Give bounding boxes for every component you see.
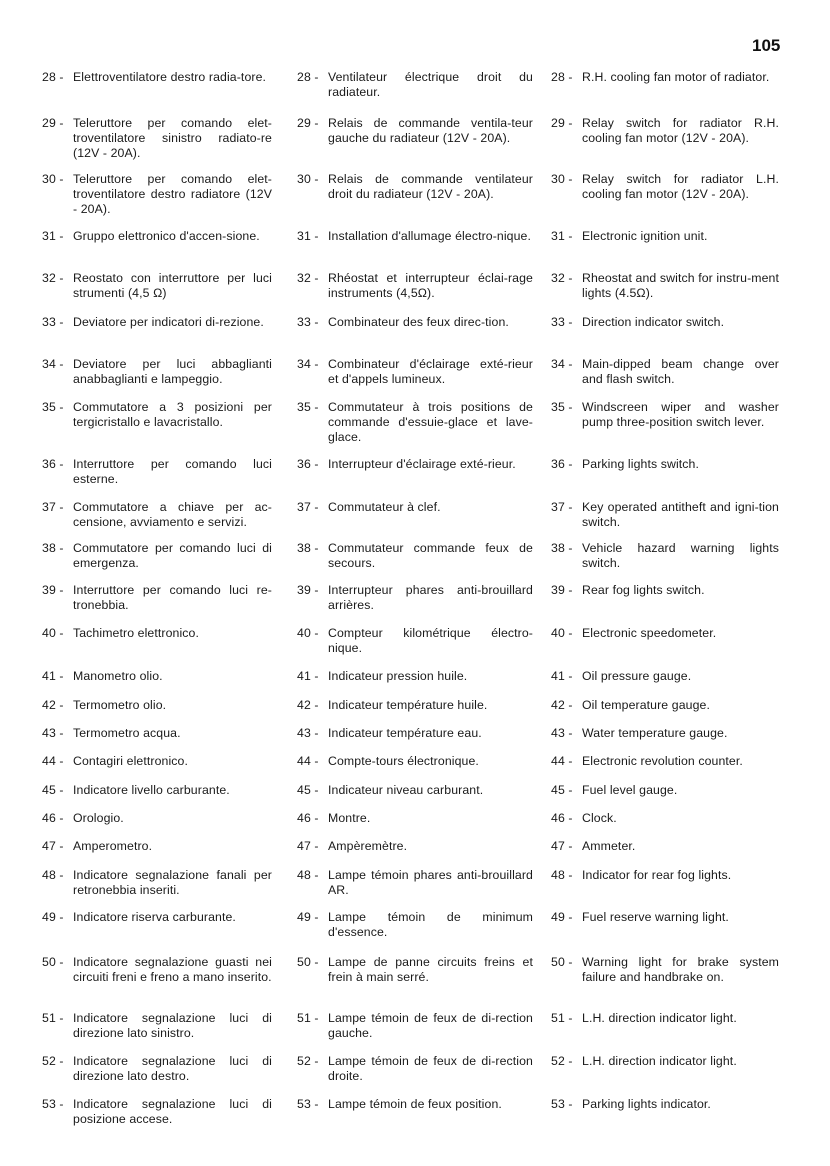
item-number: 49 - [42,910,64,924]
item-number: 46 - [297,811,319,825]
item-text: Combinateur des feux direc-tion. [328,315,509,329]
item-text: Interrupteur d'éclairage exté-rieur. [328,457,516,471]
list-item [551,172,779,202]
list-item [42,172,272,217]
item-text: Indicator for rear fog lights. [582,868,732,882]
item-number: 47 - [42,839,64,853]
item-number: 40 - [297,626,319,640]
item-number: 39 - [42,583,64,597]
list-item [297,400,533,445]
item-number: 49 - [551,910,573,924]
list-item [551,1097,779,1112]
item-number: 53 - [551,1097,573,1111]
list-item [42,400,272,430]
item-text: Indicateur température eau. [328,726,482,740]
item-text: Termometro acqua. [73,726,181,740]
item-text: Relais de commande ventila-teur gauche du radiateur (12V - 20A). [328,116,533,145]
list-item [42,1054,272,1084]
list-item [551,754,779,769]
list-item [551,868,779,883]
item-number: 37 - [297,500,319,514]
item-number: 34 - [42,357,64,371]
item-number: 51 - [297,1011,319,1025]
item-number: 45 - [297,783,319,797]
list-item [551,70,779,85]
list-item [551,229,779,244]
list-item [297,229,533,244]
item-text: Elettroventilatore destro radia-tore. [73,70,267,84]
item-text: Indicateur niveau carburant. [328,783,484,797]
list-item [297,172,533,202]
item-number: 42 - [297,698,319,712]
item-number: 36 - [297,457,319,471]
item-text: Teleruttore per comando elet-troventilatore sinistro radiato-re (12V - 20A). [73,116,272,160]
item-number: 32 - [42,271,64,285]
list-item [551,500,779,530]
item-text: Indicatore riserva carburante. [73,910,236,924]
list-item [297,698,533,713]
item-number: 44 - [42,754,64,768]
item-text: Amperometro. [73,839,153,853]
list-item [42,626,272,641]
list-item [551,357,779,387]
item-number: 34 - [551,357,573,371]
item-text: Indicateur pression huile. [328,669,468,683]
list-item [42,229,272,244]
item-number: 34 - [297,357,319,371]
item-number: 51 - [42,1011,64,1025]
item-number: 38 - [42,541,64,555]
item-text: Tachimetro elettronico. [73,626,200,640]
list-item [297,783,533,798]
item-number: 38 - [551,541,573,555]
list-item [297,271,533,301]
list-item [297,669,533,684]
list-item [42,70,272,85]
item-number: 29 - [297,116,319,130]
item-number: 52 - [42,1054,64,1068]
list-item [551,955,779,985]
list-item [42,910,272,925]
list-item [42,839,272,854]
item-text: Interruttore per comando luci esterne. [73,457,272,486]
list-item [297,626,533,656]
item-text: Vehicle hazard warning lights switch. [582,541,779,570]
item-number: 28 - [297,70,319,84]
item-number: 47 - [297,839,319,853]
item-number: 39 - [297,583,319,597]
item-text: Compteur kilométrique électro-nique. [328,626,533,655]
item-text: Lampe témoin de feux de di-rection droite. [328,1054,533,1083]
item-text: Oil temperature gauge. [582,698,710,712]
item-number: 49 - [297,910,319,924]
item-text: Lampe témoin de minimum d'essence. [328,910,533,939]
list-item [297,910,533,940]
item-number: 39 - [551,583,573,597]
item-number: 48 - [42,868,64,882]
list-item [551,726,779,741]
item-number: 50 - [551,955,573,969]
item-text: Installation d'allumage électro-nique. [328,229,532,243]
list-item [551,910,779,925]
item-text: Manometro olio. [73,669,163,683]
item-text: Lampe témoin de feux de di-rection gauche. [328,1011,533,1040]
item-text: Deviatore per luci abbaglianti anabbaglianti e lampeggio. [73,357,272,386]
item-number: 40 - [42,626,64,640]
item-text: Relay switch for radiator R.H. cooling fan motor (12V - 20A). [582,116,779,145]
item-number: 30 - [551,172,573,186]
item-text: Interruttore per comando luci re-tronebbia. [73,583,272,612]
item-text: Indicatore segnalazione guasti nei circuiti freni e freno a mano inserito. [73,955,272,984]
item-number: 51 - [551,1011,573,1025]
item-text: Relay switch for radiator L.H. cooling fan motor (12V - 20A). [582,172,779,201]
item-text: Key operated antitheft and igni-tion switch. [582,500,779,529]
list-item [551,839,779,854]
item-number: 33 - [42,315,64,329]
item-text: Gruppo elettronico d'accen-sione. [73,229,260,243]
list-item [42,500,272,530]
item-number: 33 - [551,315,573,329]
item-number: 32 - [551,271,573,285]
item-text: Relais de commande ventilateur droit du radiateur (12V - 20A). [328,172,533,201]
list-item [297,116,533,146]
item-text: Commutateur commande feux de secours. [328,541,533,570]
list-item [42,698,272,713]
item-text: Interrupteur phares anti-brouillard arrières. [328,583,533,612]
list-item [297,754,533,769]
list-item [297,1011,533,1041]
item-text: Commutateur à clef. [328,500,441,514]
item-text: Termometro olio. [73,698,167,712]
item-number: 35 - [297,400,319,414]
item-text: Indicatore segnalazione luci di posizione accese. [73,1097,272,1126]
list-item [42,669,272,684]
item-text: Lampe témoin de feux position. [328,1097,502,1111]
list-item [42,783,272,798]
item-text: Indicatore livello carburante. [73,783,230,797]
list-item [551,811,779,826]
list-item [551,116,779,146]
list-item [551,783,779,798]
item-number: 40 - [551,626,573,640]
item-number: 41 - [297,669,319,683]
item-number: 42 - [42,698,64,712]
list-item [551,698,779,713]
item-text: L.H. direction indicator light. [582,1011,737,1025]
item-text: L.H. direction indicator light. [582,1054,737,1068]
item-text: Indicatore segnalazione fanali per retronebbia inseriti. [73,868,272,897]
list-item [297,583,533,613]
item-text: Commutatore a 3 posizioni per tergicristallo e lavacristallo. [73,400,272,429]
item-text: Compte-tours électronique. [328,754,479,768]
list-item [297,500,533,515]
item-text: Combinateur d'éclairage exté-rieur et d'appels lumineux. [328,357,533,386]
list-item [297,315,533,330]
list-item [297,868,533,898]
item-number: 33 - [297,315,319,329]
list-item [297,541,533,571]
item-number: 44 - [551,754,573,768]
list-item [42,1097,272,1127]
item-number: 36 - [551,457,573,471]
item-text: Reostato con interruttore per luci strumenti (4,5 Ω) [73,271,272,300]
item-text: Commutatore per comando luci di emergenza. [73,541,272,570]
item-text: Teleruttore per comando elet-troventilatore destro radiatore (12V - 20A). [73,172,272,216]
item-number: 35 - [42,400,64,414]
item-text: Oil pressure gauge. [582,669,692,683]
list-item [551,400,779,430]
list-item [297,839,533,854]
list-item [297,955,533,985]
item-number: 45 - [551,783,573,797]
list-item [551,1054,779,1069]
item-text: Warning light for brake system failure and handbrake on. [582,955,779,984]
item-text: Indicateur température huile. [328,698,488,712]
item-number: 31 - [297,229,319,243]
item-text: Rheostat and switch for instru-ment lights (4.5Ω). [582,271,779,300]
item-number: 37 - [551,500,573,514]
item-number: 41 - [42,669,64,683]
item-number: 30 - [297,172,319,186]
item-number: 31 - [551,229,573,243]
item-text: Commutatore a chiave per ac-censione, avviamento e servizi. [73,500,272,529]
item-number: 44 - [297,754,319,768]
list-item [297,70,533,100]
list-item [551,626,779,641]
item-text: Indicatore segnalazione luci di direzione lato sinistro. [73,1011,272,1040]
list-item [42,868,272,898]
list-item [42,271,272,301]
item-number: 43 - [551,726,573,740]
item-text: Ammeter. [582,839,636,853]
item-text: Deviatore per indicatori di-rezione. [73,315,264,329]
item-number: 53 - [42,1097,64,1111]
item-number: 36 - [42,457,64,471]
item-text: Electronic ignition unit. [582,229,708,243]
item-text: Commutateur à trois positions de commande d'essuie-glace et lave-glace. [328,400,533,444]
item-number: 43 - [297,726,319,740]
item-number: 30 - [42,172,64,186]
item-number: 46 - [551,811,573,825]
list-item [42,541,272,571]
item-number: 45 - [42,783,64,797]
item-text: Electronic revolution counter. [582,754,743,768]
item-text: Water temperature gauge. [582,726,728,740]
list-item [42,583,272,613]
item-text: Electronic speedometer. [582,626,717,640]
list-item [42,811,272,826]
item-number: 50 - [297,955,319,969]
item-text: Ampèremètre. [328,839,408,853]
item-number: 42 - [551,698,573,712]
item-number: 50 - [42,955,64,969]
list-item [551,583,779,598]
list-item [42,357,272,387]
item-number: 48 - [297,868,319,882]
item-number: 35 - [551,400,573,414]
list-item [42,457,272,487]
item-number: 48 - [551,868,573,882]
item-number: 32 - [297,271,319,285]
item-number: 41 - [551,669,573,683]
item-text: R.H. cooling fan motor of radiator. [582,70,770,84]
item-number: 28 - [551,70,573,84]
list-item [42,754,272,769]
list-item [42,1011,272,1041]
list-item [297,726,533,741]
list-item [42,116,272,161]
item-text: Parking lights switch. [582,457,700,471]
item-text: Lampe de panne circuits freins et frein à main serré. [328,955,533,984]
page-number: 105 [752,36,781,55]
item-text: Orologio. [73,811,124,825]
item-text: Rhéostat et interrupteur éclai-rage instruments (4,5Ω). [328,271,533,300]
item-text: Clock. [582,811,617,825]
item-number: 46 - [42,811,64,825]
item-text: Lampe témoin phares anti-brouillard AR. [328,868,533,897]
item-text: Rear fog lights switch. [582,583,705,597]
list-item [297,457,533,472]
item-number: 53 - [297,1097,319,1111]
list-item [297,1054,533,1084]
item-text: Indicatore segnalazione luci di direzione lato destro. [73,1054,272,1083]
item-text: Fuel level gauge. [582,783,678,797]
item-number: 28 - [42,70,64,84]
item-text: Windscreen wiper and washer pump three-position switch lever. [582,400,779,429]
list-item [551,315,779,330]
item-number: 31 - [42,229,64,243]
item-number: 29 - [551,116,573,130]
item-number: 43 - [42,726,64,740]
list-item [42,315,272,330]
item-number: 52 - [551,1054,573,1068]
list-item [551,271,779,301]
item-number: 37 - [42,500,64,514]
list-item [297,811,533,826]
item-number: 52 - [297,1054,319,1068]
item-number: 29 - [42,116,64,130]
list-item [551,457,779,472]
item-text: Contagiri elettronico. [73,754,188,768]
item-number: 47 - [551,839,573,853]
item-text: Main-dipped beam change over and flash switch. [582,357,779,386]
list-item [551,541,779,571]
item-text: Direction indicator switch. [582,315,725,329]
item-number: 38 - [297,541,319,555]
list-item [42,955,272,985]
list-item [297,1097,533,1112]
item-text: Fuel reserve warning light. [582,910,729,924]
list-item [297,357,533,387]
list-item [551,669,779,684]
item-text: Parking lights indicator. [582,1097,711,1111]
list-item [42,726,272,741]
item-text: Montre. [328,811,371,825]
list-item [551,1011,779,1026]
item-text: Ventilateur électrique droit du radiateur. [328,70,533,99]
